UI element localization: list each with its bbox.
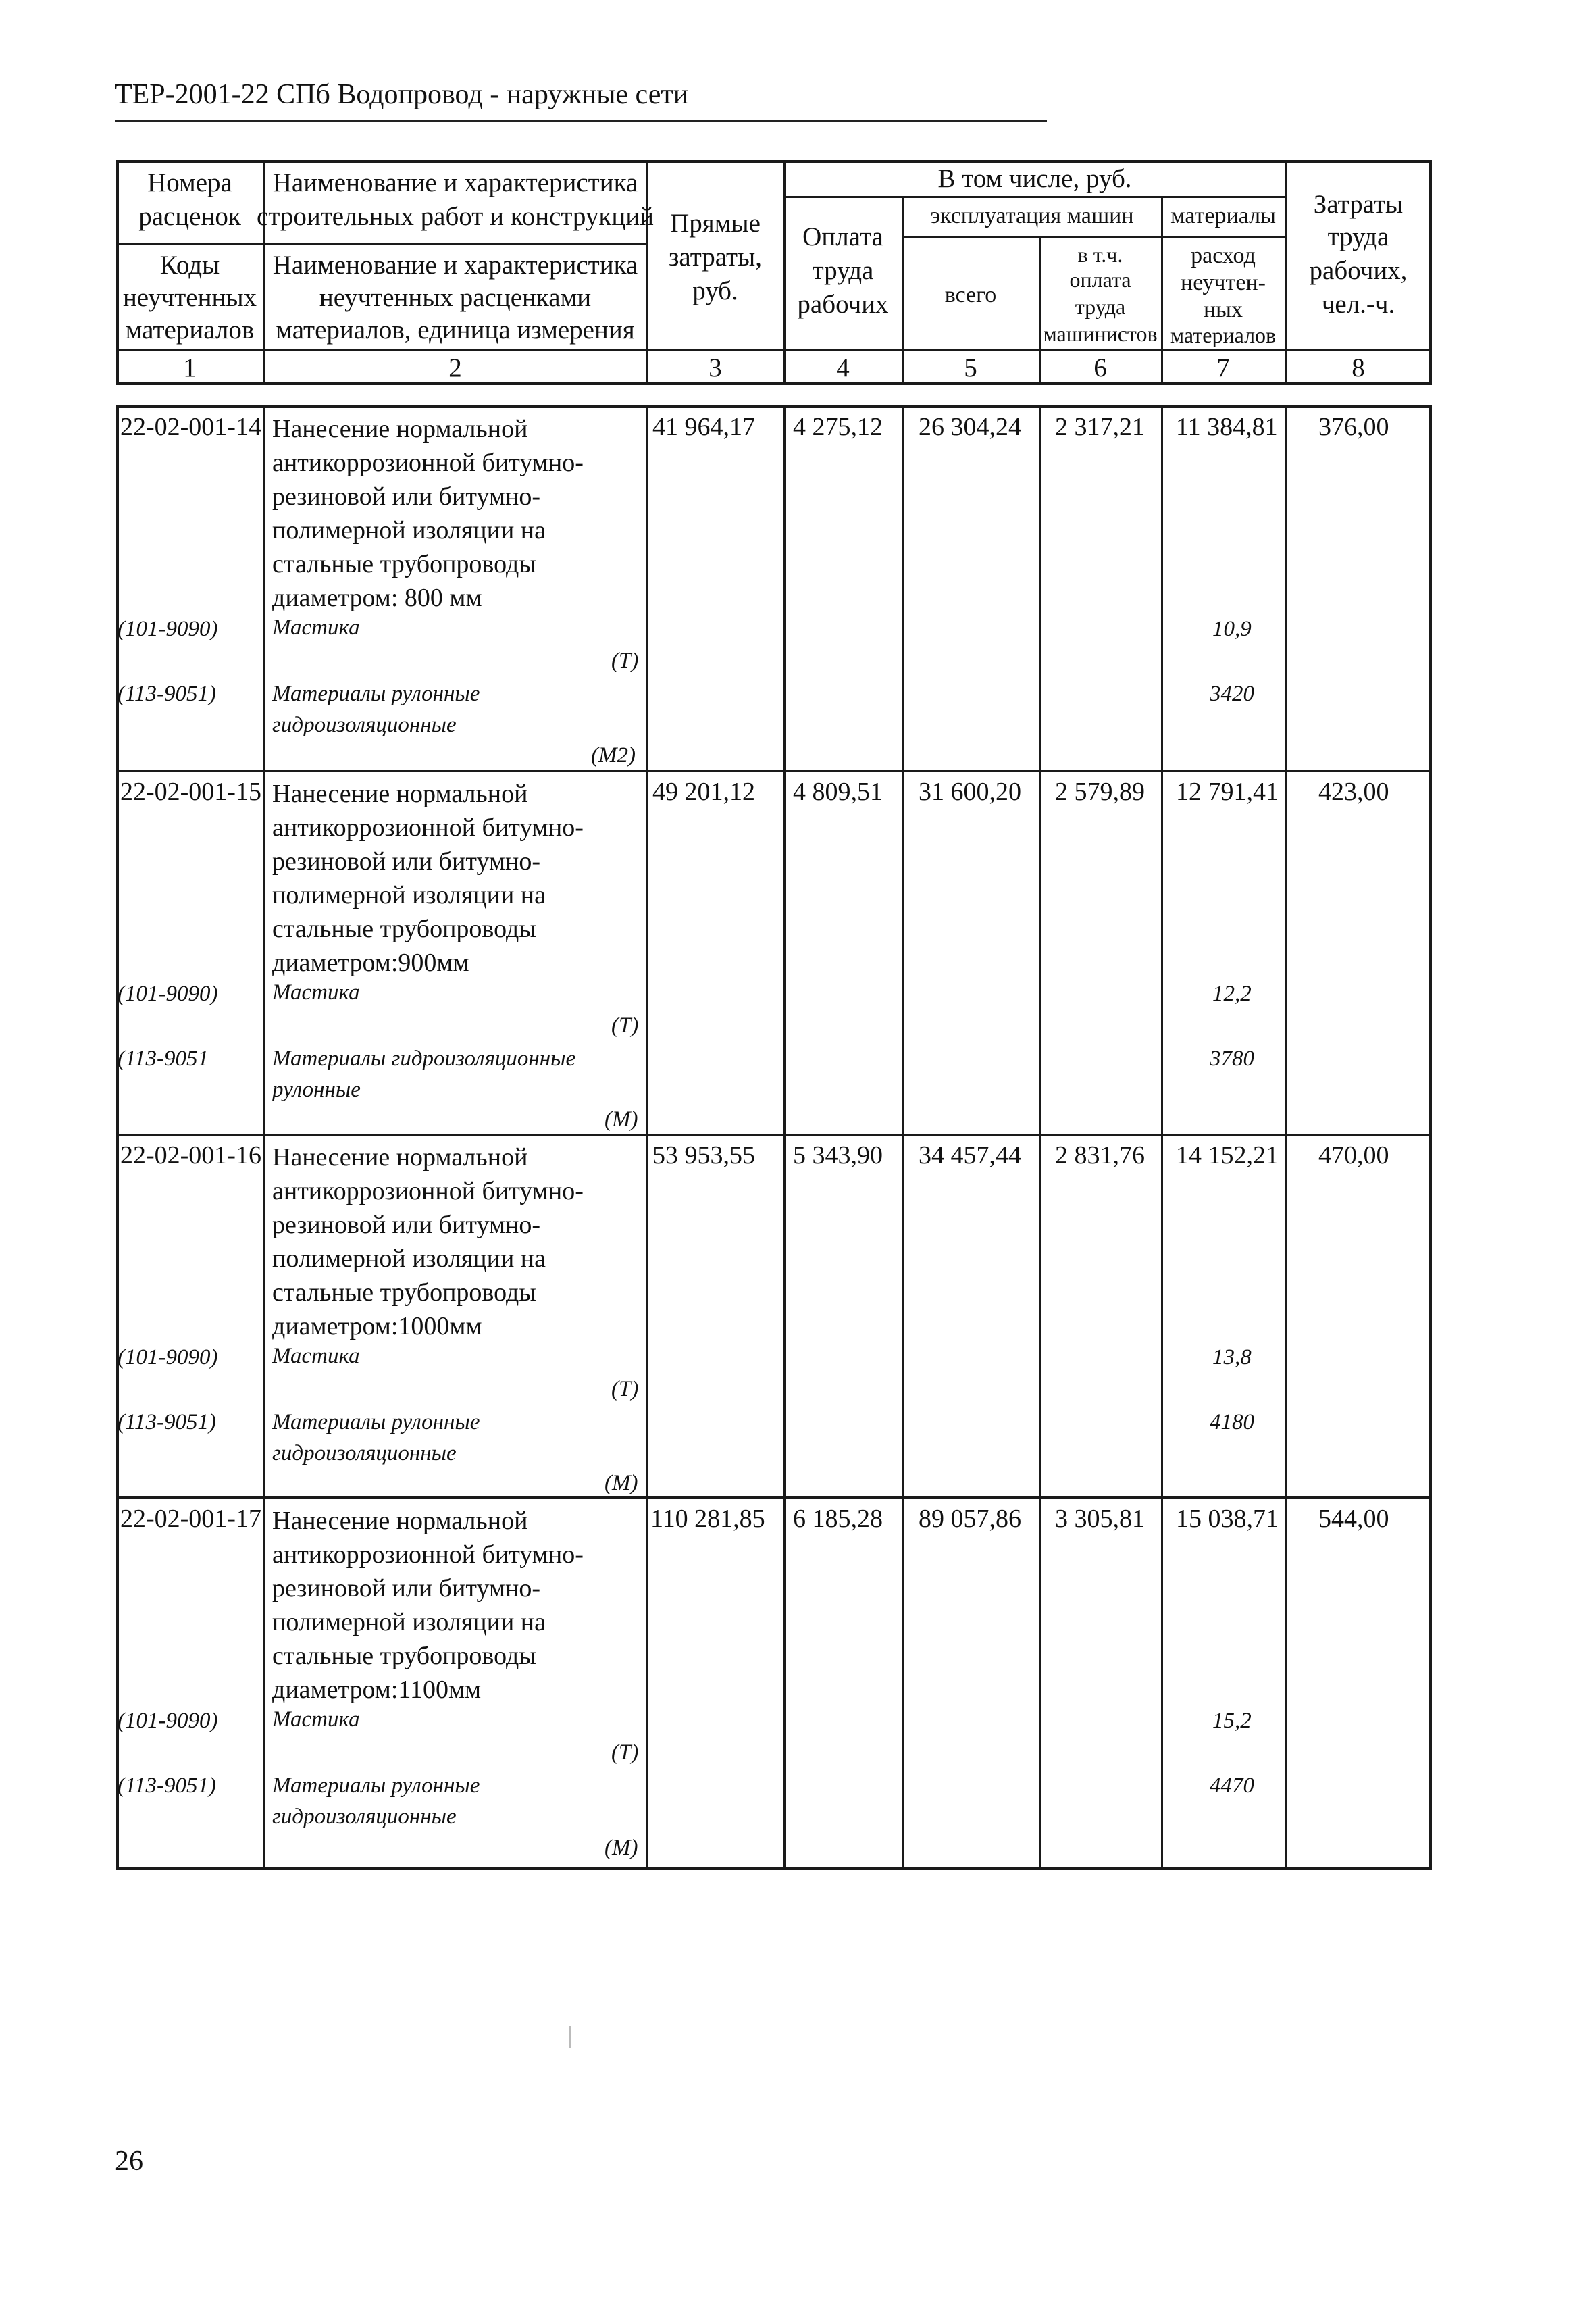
header-col2-line2: строительных работ и конструкций	[257, 202, 654, 231]
header-col8-line3: рабочих,	[1309, 256, 1408, 285]
material-unit: (М2)	[591, 743, 636, 768]
header-col3-line3: руб.	[692, 276, 738, 305]
header-col7-line1: расход	[1191, 243, 1256, 268]
header-col1-codes-line1: Коды	[159, 251, 220, 280]
header-col8-line2: труда	[1327, 222, 1389, 251]
direct-costs: 41 964,17	[652, 413, 755, 441]
labor-pay: 6 185,28	[793, 1505, 883, 1533]
header-col1-codes-line3: материалов	[125, 316, 255, 345]
header-col7-line4: материалов	[1170, 323, 1277, 347]
material-unit: (М)	[604, 1107, 638, 1132]
material-name: Мастика	[272, 1707, 360, 1732]
materials-cost: 11 384,81	[1176, 413, 1278, 441]
col-number-8: 8	[1352, 353, 1365, 382]
material-name: Мастика	[272, 980, 360, 1005]
material-unit: (Т)	[611, 1013, 639, 1038]
row-code: 22-02-001-15	[120, 778, 261, 806]
header-col3-line1: Прямые	[670, 209, 761, 238]
labor-hours: 544,00	[1318, 1505, 1389, 1533]
header-col4-line2: труда	[812, 256, 874, 285]
header-machines-title: эксплуатация машин	[930, 203, 1134, 228]
material-code: (113-9051)	[118, 1774, 217, 1798]
machinists-pay: 2 579,89	[1055, 778, 1145, 806]
material-consumption: 4180	[1210, 1410, 1254, 1434]
row-description: Нанесение нормальной антикоррозионной битумно- резиновой или битумно- полимерной изоляции на стальные трубопроводы диаметром:1000мм	[272, 1143, 584, 1340]
document-title: ТЕР-2001-22 СПб Водопровод - наружные сети	[115, 79, 689, 110]
labor-hours: 376,00	[1318, 413, 1389, 441]
labor-pay: 4 809,51	[793, 778, 883, 806]
row-description: Нанесение нормальной антикоррозионной битумно- резиновой или битумно- полимерной изоляции на стальные трубопроводы диаметром:1100мм	[272, 1507, 584, 1704]
header-col4-line1: Оплата	[802, 222, 883, 251]
col-number-1: 1	[183, 353, 197, 382]
header-col6-line2: оплата	[1069, 268, 1131, 292]
material-unit: (М)	[604, 1471, 638, 1495]
materials-cost: 12 791,41	[1176, 778, 1279, 806]
material-code: (113-9051	[118, 1047, 209, 1071]
material-code: (101-9090)	[118, 982, 218, 1006]
col-number-6: 6	[1093, 353, 1107, 382]
header-materials-title: материалы	[1170, 203, 1276, 228]
header-col6-line4: машинистов	[1043, 322, 1158, 346]
machines-total: 31 600,20	[919, 778, 1021, 806]
material-consumption: 15,2	[1212, 1709, 1252, 1733]
header-col4-line3: рабочих	[797, 290, 889, 319]
row-code: 22-02-001-14	[120, 413, 261, 441]
material-unit: (М)	[604, 1836, 638, 1860]
material-code: (101-9090)	[118, 617, 218, 641]
header-col2-materials-line2: неучтенных расценками	[319, 283, 592, 312]
row-code: 22-02-001-16	[120, 1141, 261, 1169]
header-col2-materials-line3: материалов, единица измерения	[276, 316, 635, 345]
material-consumption: 3780	[1210, 1047, 1254, 1071]
machinists-pay: 2 317,21	[1055, 413, 1145, 441]
header-col1-codes-line2: неучтенных	[122, 283, 257, 312]
direct-costs: 53 953,55	[652, 1141, 755, 1169]
materials-cost: 14 152,21	[1176, 1141, 1279, 1169]
material-name: Мастика	[272, 615, 360, 640]
material-code: (113-9051)	[118, 1410, 217, 1434]
machines-total: 26 304,24	[919, 413, 1021, 441]
row-description: Нанесение нормальной антикоррозионной битумно- резиновой или битумно- полимерной изоляции на стальные трубопроводы диаметром: 800 мм	[272, 415, 584, 612]
labor-hours: 470,00	[1318, 1141, 1389, 1169]
material-name: Материалы рулонные гидроизоляционные	[272, 682, 480, 737]
material-name: Материалы рулонные гидроизоляционные	[272, 1774, 480, 1829]
col-number-2: 2	[448, 353, 462, 382]
header-col7-line2: неучтен-	[1180, 270, 1266, 295]
row-code: 22-02-001-17	[120, 1505, 261, 1533]
col-number-7: 7	[1216, 353, 1230, 382]
material-unit: (Т)	[611, 649, 639, 673]
page-number: 26	[115, 2146, 143, 2177]
title-underline	[115, 120, 1047, 122]
header-col2-line1: Наименование и характеристика	[272, 168, 638, 197]
header-col7-line3: ных	[1203, 297, 1243, 322]
material-consumption: 10,9	[1212, 617, 1252, 641]
material-consumption: 12,2	[1212, 982, 1252, 1006]
material-unit: (Т)	[611, 1377, 639, 1401]
material-code: (113-9051)	[118, 682, 217, 706]
labor-pay: 5 343,90	[793, 1141, 883, 1169]
material-consumption: 3420	[1210, 682, 1254, 706]
header-col2-materials-line1: Наименование и характеристика	[272, 251, 638, 280]
col-number-5: 5	[964, 353, 977, 382]
material-name: Материалы гидроизоляционные рулонные	[272, 1047, 576, 1102]
material-consumption: 13,8	[1212, 1345, 1252, 1369]
material-code: (101-9090)	[118, 1709, 218, 1733]
header-col6-line3: труда	[1075, 295, 1126, 319]
scan-mark	[569, 2026, 571, 2048]
material-name: Материалы рулонные гидроизоляционные	[272, 1410, 480, 1465]
labor-pay: 4 275,12	[793, 413, 883, 441]
row-description: Нанесение нормальной антикоррозионной битумно- резиновой или битумно- полимерной изоляции на стальные трубопроводы диаметром:900мм	[272, 780, 584, 977]
header-col1-line1: Номера	[147, 168, 232, 197]
machines-total: 89 057,86	[919, 1505, 1021, 1533]
machinists-pay: 2 831,76	[1055, 1141, 1145, 1169]
materials-cost: 15 038,71	[1176, 1505, 1279, 1533]
machinists-pay: 3 305,81	[1055, 1505, 1145, 1533]
material-consumption: 4470	[1210, 1774, 1254, 1798]
direct-costs: 49 201,12	[652, 778, 755, 806]
header-col1-line2: расценок	[138, 202, 241, 231]
col-number-3: 3	[709, 353, 722, 382]
material-unit: (Т)	[611, 1740, 639, 1765]
machines-total: 34 457,44	[919, 1141, 1021, 1169]
header-col3-line2: затраты,	[668, 243, 763, 272]
material-name: Мастика	[272, 1344, 360, 1368]
header-col6-line1: в т.ч.	[1077, 243, 1123, 267]
header-col8-line4: чел.-ч.	[1321, 290, 1395, 319]
labor-hours: 423,00	[1318, 778, 1389, 806]
header-col8-line1: Затраты	[1313, 190, 1404, 219]
direct-costs: 110 281,85	[650, 1505, 765, 1533]
header-col5: всего	[944, 282, 997, 307]
material-code: (101-9090)	[118, 1345, 218, 1369]
header-group-title: В том числе, руб.	[937, 164, 1132, 193]
col-number-4: 4	[836, 353, 850, 382]
